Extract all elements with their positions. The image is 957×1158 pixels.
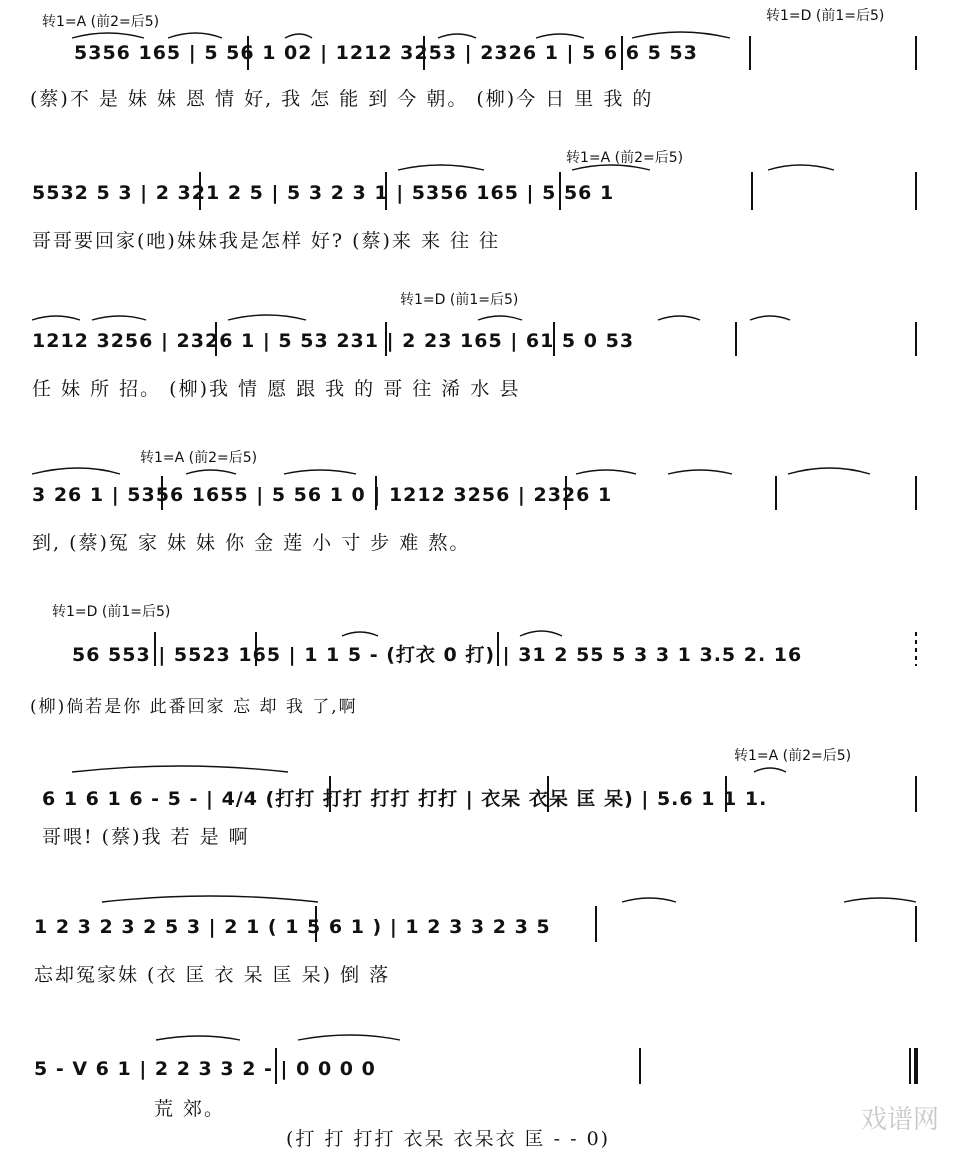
notation-line: 5 - V 6 1 | 2 2 3 3 2 - | 0 0 0 0 [34, 1058, 376, 1080]
lyrics-line: 忘却冤家妹 (衣 匡 衣 呆 匡 呆) 倒 落 [34, 964, 391, 986]
notation-line: 56 553 | 5523 165 | 1 1 5 - (打衣 0 打) | 31 2 55 5 3 3 1 3.5 2. 16 [72, 644, 803, 666]
lyrics-line: 哥喂! (蔡)我 若 是 啊 [42, 826, 250, 848]
notation-line: 5532 5 3 | 2 321 2 5 | 5 3 2 3 1 | 5356 165 | 5 56 1 [32, 182, 615, 204]
lyrics-line: 荒 郊。 [154, 1098, 226, 1120]
key-change-note: 转1=A (前2=后5) [734, 748, 852, 764]
notation-line: 1212 3256 | 2326 1 | 5 53 231 | 2 23 165 | 61 5 0 53 [32, 330, 635, 352]
lyrics-line: 任 妹 所 招。 (柳)我 情 愿 跟 我 的 哥 往 浠 水 县 [32, 378, 521, 400]
notation-line: 5356 165 | 5 56 1 02 | 1212 3253 | 2326 1 | 5 6 6 5 53 [74, 42, 698, 64]
key-change-note: 转1=A (前2=后5) [566, 150, 684, 166]
key-change-note: 转1=D (前1=后5) [400, 292, 519, 308]
key-change-note: 转1=D (前1=后5) [52, 604, 171, 620]
lyrics-line: (柳)倘若是你 此番回家 忘 却 我 了,啊 [30, 697, 358, 717]
key-change-note: 转1=D (前1=后5) [766, 8, 885, 24]
notation-line: 1 2 3 2 3 2 5 3 | 2 1 ( 1 5 6 1 ) | 1 2 3 3 2 3 5 [34, 916, 551, 938]
watermark-logo: 戏谱网 [860, 1105, 939, 1135]
lyrics-line: 哥哥要回家(吔)妹妹我是怎样 好? (蔡)来 来 往 往 [32, 230, 501, 252]
key-change-note: 转1=A (前2=后5) [42, 14, 160, 30]
lyrics-line: (蔡)不 是 妹 妹 恩 情 好, 我 怎 能 到 今 朝。 (柳)今 日 里 我 的 [30, 88, 654, 110]
key-change-note: 转1=A (前2=后5) [140, 450, 258, 466]
lyrics-line: 到, (蔡)冤 家 妹 妹 你 金 莲 小 寸 步 难 熬。 [32, 532, 471, 554]
notation-line: 3 26 1 | 5356 1655 | 5 56 1 0 | 1212 3256 | 2326 1 [32, 484, 613, 506]
notation-line: 6 1 6 1 6 - 5 - | 4/4 (打打 打打 打打 打打 | 衣呆 衣呆 匡 呆) | 5.6 1 1 1. [42, 788, 768, 810]
percussion-line: (打 打 打打 衣呆 衣呆衣 匡 - - 0) [286, 1128, 611, 1150]
